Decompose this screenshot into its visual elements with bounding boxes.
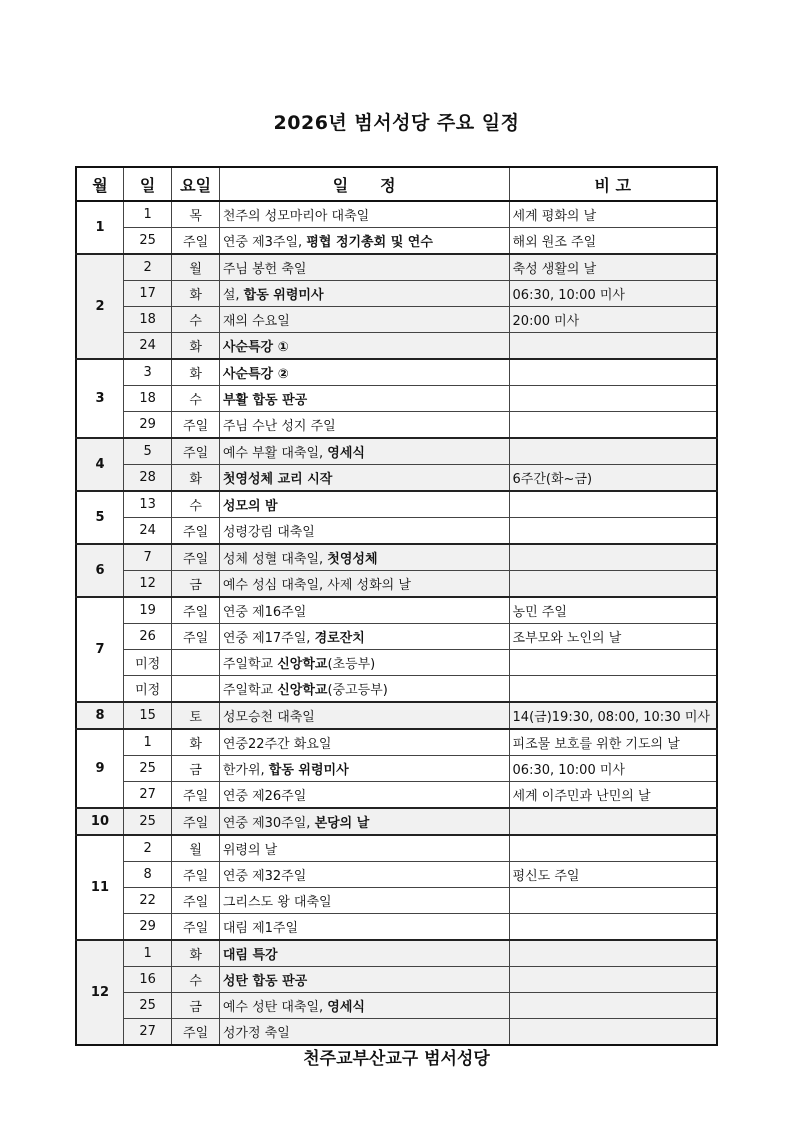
note-cell bbox=[509, 808, 717, 835]
table-row bbox=[76, 359, 717, 386]
day-cell: 25 bbox=[123, 228, 171, 255]
weekday-cell: 주일 bbox=[172, 1019, 219, 1046]
day-cell: 27 bbox=[123, 782, 171, 809]
table-row bbox=[76, 650, 717, 676]
event-text: 연중 제32주일 bbox=[222, 869, 307, 884]
event-text: 위령의 날 bbox=[222, 843, 278, 858]
weekday-cell bbox=[172, 676, 219, 703]
event-text: 성체 성혈 대축일, bbox=[222, 552, 328, 567]
month-group-5 bbox=[76, 491, 717, 544]
event-text: 예수 부활 대축일, bbox=[222, 446, 328, 461]
day-cell: 1 bbox=[123, 729, 171, 756]
event-highlight: 경로잔치 bbox=[314, 631, 365, 646]
event-cell bbox=[219, 808, 509, 835]
event-text: 예수 성탄 대축일, bbox=[222, 1000, 328, 1015]
table-row bbox=[76, 386, 717, 412]
event-text: 성모승천 대축일 bbox=[222, 710, 315, 725]
weekday-cell: 금 bbox=[172, 993, 219, 1019]
schedule-table bbox=[75, 166, 718, 1046]
event-cell bbox=[219, 201, 509, 228]
event-text: 주님 수난 성지 주일 bbox=[222, 419, 336, 434]
table-row bbox=[76, 702, 717, 729]
table-row bbox=[76, 993, 717, 1019]
month-cell: 9 bbox=[76, 729, 123, 808]
day-cell: 1 bbox=[123, 201, 171, 228]
event-cell bbox=[219, 544, 509, 571]
weekday-cell: 주일 bbox=[172, 624, 219, 650]
event-text: 주일학교 bbox=[222, 657, 278, 672]
day-cell: 18 bbox=[123, 386, 171, 412]
month-group-9 bbox=[76, 729, 717, 808]
month-cell: 3 bbox=[76, 359, 123, 438]
day-cell: 8 bbox=[123, 862, 171, 888]
weekday-cell: 수 bbox=[172, 386, 219, 412]
weekday-cell: 월 bbox=[172, 835, 219, 862]
weekday-cell: 화 bbox=[172, 333, 219, 360]
month-cell: 4 bbox=[76, 438, 123, 491]
month-group-8 bbox=[76, 702, 717, 729]
month-cell: 2 bbox=[76, 254, 123, 359]
table-row bbox=[76, 967, 717, 993]
weekday-cell: 주일 bbox=[172, 518, 219, 545]
event-text: 주님 봉헌 축일 bbox=[222, 262, 307, 277]
note-cell: 조부모와 노인의 날 bbox=[509, 624, 717, 650]
note-cell: 06:30, 10:00 미사 bbox=[509, 756, 717, 782]
month-group-6 bbox=[76, 544, 717, 597]
table-row bbox=[76, 438, 717, 465]
day-cell: 12 bbox=[123, 571, 171, 598]
weekday-cell: 주일 bbox=[172, 412, 219, 439]
day-cell: 22 bbox=[123, 888, 171, 914]
note-cell bbox=[509, 835, 717, 862]
table-row bbox=[76, 491, 717, 518]
event-highlight: 영세식 bbox=[327, 446, 365, 461]
weekday-cell: 주일 bbox=[172, 914, 219, 941]
event-cell bbox=[219, 307, 509, 333]
weekday-cell: 화 bbox=[172, 465, 219, 492]
table-row bbox=[76, 333, 717, 360]
note-cell: 축성 생활의 날 bbox=[509, 254, 717, 281]
weekday-cell: 금 bbox=[172, 571, 219, 598]
table-row bbox=[76, 412, 717, 439]
weekday-cell: 주일 bbox=[172, 862, 219, 888]
event-highlight: 신앙학교 bbox=[277, 683, 328, 698]
event-cell bbox=[219, 597, 509, 624]
event-text: 재의 수요일 bbox=[222, 314, 290, 329]
month-cell: 10 bbox=[76, 808, 123, 835]
day-cell: 17 bbox=[123, 281, 171, 307]
day-cell: 28 bbox=[123, 465, 171, 492]
event-text: 대림 제1주일 bbox=[222, 921, 299, 936]
note-cell: 세계 이주민과 난민의 날 bbox=[509, 782, 717, 809]
day-cell: 26 bbox=[123, 624, 171, 650]
note-cell bbox=[509, 412, 717, 439]
table-row bbox=[76, 254, 717, 281]
event-highlight: 사순특강 ① bbox=[222, 340, 289, 355]
event-suffix: (초등부) bbox=[327, 657, 376, 672]
table-row bbox=[76, 624, 717, 650]
event-highlight: 부활 합동 판공 bbox=[222, 393, 308, 408]
note-cell: 6주간(화~금) bbox=[509, 465, 717, 492]
note-cell bbox=[509, 967, 717, 993]
event-cell bbox=[219, 993, 509, 1019]
event-cell bbox=[219, 438, 509, 465]
table-row bbox=[76, 676, 717, 703]
note-cell bbox=[509, 333, 717, 360]
day-cell: 29 bbox=[123, 914, 171, 941]
note-cell bbox=[509, 914, 717, 941]
note-cell bbox=[509, 386, 717, 412]
month-cell: 1 bbox=[76, 201, 123, 254]
table-row bbox=[76, 914, 717, 941]
note-cell bbox=[509, 359, 717, 386]
note-cell bbox=[509, 544, 717, 571]
event-cell bbox=[219, 571, 509, 598]
event-highlight: 본당의 날 bbox=[314, 816, 370, 831]
note-cell bbox=[509, 571, 717, 598]
event-cell bbox=[219, 835, 509, 862]
table-row bbox=[76, 597, 717, 624]
note-cell bbox=[509, 518, 717, 545]
table-row bbox=[76, 518, 717, 545]
note-cell bbox=[509, 650, 717, 676]
header-dow: 요일 bbox=[172, 167, 219, 201]
event-text: 그리스도 왕 대축일 bbox=[222, 895, 332, 910]
table-row bbox=[76, 835, 717, 862]
day-cell: 1 bbox=[123, 940, 171, 967]
month-cell: 6 bbox=[76, 544, 123, 597]
weekday-cell: 화 bbox=[172, 359, 219, 386]
month-group-3 bbox=[76, 359, 717, 438]
month-cell: 5 bbox=[76, 491, 123, 544]
weekday-cell: 목 bbox=[172, 201, 219, 228]
event-cell bbox=[219, 756, 509, 782]
event-cell bbox=[219, 412, 509, 439]
weekday-cell: 주일 bbox=[172, 597, 219, 624]
event-highlight: 영세식 bbox=[327, 1000, 365, 1015]
event-text: 성령강림 대축일 bbox=[222, 525, 315, 540]
event-cell bbox=[219, 862, 509, 888]
table-row bbox=[76, 544, 717, 571]
day-cell: 29 bbox=[123, 412, 171, 439]
event-text: 예수 성심 대축일, 사제 성화의 날 bbox=[222, 578, 411, 593]
month-group-12 bbox=[76, 940, 717, 1045]
weekday-cell: 화 bbox=[172, 940, 219, 967]
table-row bbox=[76, 571, 717, 598]
note-cell: 평신도 주일 bbox=[509, 862, 717, 888]
note-cell bbox=[509, 940, 717, 967]
event-highlight: 성탄 합동 판공 bbox=[222, 974, 308, 989]
event-cell bbox=[219, 967, 509, 993]
note-cell: 20:00 미사 bbox=[509, 307, 717, 333]
table-row bbox=[76, 888, 717, 914]
month-group-7 bbox=[76, 597, 717, 702]
weekday-cell: 수 bbox=[172, 307, 219, 333]
document-footer: 천주교부산교구 범서성당 bbox=[303, 1049, 490, 1069]
event-highlight: 신앙학교 bbox=[277, 657, 328, 672]
event-cell bbox=[219, 386, 509, 412]
weekday-cell: 화 bbox=[172, 729, 219, 756]
weekday-cell: 화 bbox=[172, 281, 219, 307]
table-row bbox=[76, 940, 717, 967]
event-cell bbox=[219, 729, 509, 756]
note-cell: 14(금)19:30, 08:00, 10:30 미사 bbox=[509, 702, 717, 729]
table-row bbox=[76, 782, 717, 809]
event-highlight: 첫영성체 교리 시작 bbox=[222, 472, 333, 487]
note-cell: 06:30, 10:00 미사 bbox=[509, 281, 717, 307]
month-cell: 11 bbox=[76, 835, 123, 940]
event-text: 성가정 축일 bbox=[222, 1026, 290, 1041]
document-title: 2026년 범서성당 주요 일정 bbox=[273, 112, 520, 134]
event-text: 연중 제17주일, bbox=[222, 631, 315, 646]
month-group-1 bbox=[76, 201, 717, 254]
month-cell: 12 bbox=[76, 940, 123, 1045]
event-cell bbox=[219, 465, 509, 492]
event-cell bbox=[219, 914, 509, 941]
header-event: 일 정 bbox=[219, 167, 509, 201]
day-cell: 미정 bbox=[123, 676, 171, 703]
note-cell bbox=[509, 993, 717, 1019]
weekday-cell: 수 bbox=[172, 967, 219, 993]
day-cell: 5 bbox=[123, 438, 171, 465]
event-highlight: 첫영성체 bbox=[327, 552, 378, 567]
event-highlight: 합동 위령미사 bbox=[243, 288, 324, 303]
event-cell bbox=[219, 254, 509, 281]
event-cell bbox=[219, 518, 509, 545]
weekday-cell: 토 bbox=[172, 702, 219, 729]
day-cell: 18 bbox=[123, 307, 171, 333]
event-text: 연중 제30주일, bbox=[222, 816, 315, 831]
event-cell bbox=[219, 228, 509, 255]
day-cell: 27 bbox=[123, 1019, 171, 1046]
month-group-10 bbox=[76, 808, 717, 835]
weekday-cell: 주일 bbox=[172, 438, 219, 465]
day-cell: 19 bbox=[123, 597, 171, 624]
month-group-4 bbox=[76, 438, 717, 491]
weekday-cell: 수 bbox=[172, 491, 219, 518]
month-group-11 bbox=[76, 835, 717, 940]
table-row bbox=[76, 307, 717, 333]
event-cell bbox=[219, 676, 509, 703]
event-highlight: 사순특강 ② bbox=[222, 367, 289, 382]
note-cell bbox=[509, 1019, 717, 1046]
table-row bbox=[76, 228, 717, 255]
event-text: 연중 제3주일, bbox=[222, 235, 307, 250]
day-cell: 25 bbox=[123, 756, 171, 782]
note-cell bbox=[509, 888, 717, 914]
header-day: 일 bbox=[123, 167, 171, 201]
event-cell bbox=[219, 491, 509, 518]
month-group-2 bbox=[76, 254, 717, 359]
table-row bbox=[76, 756, 717, 782]
table-row bbox=[76, 729, 717, 756]
event-highlight: 평협 정기총회 및 연수 bbox=[306, 235, 433, 250]
event-cell bbox=[219, 359, 509, 386]
day-cell: 미정 bbox=[123, 650, 171, 676]
table-header bbox=[76, 167, 717, 201]
weekday-cell: 금 bbox=[172, 756, 219, 782]
day-cell: 24 bbox=[123, 518, 171, 545]
event-text: 한가위, bbox=[222, 763, 269, 778]
event-cell bbox=[219, 624, 509, 650]
weekday-cell: 주일 bbox=[172, 808, 219, 835]
event-highlight: 성모의 밤 bbox=[222, 499, 278, 514]
event-cell bbox=[219, 333, 509, 360]
event-cell bbox=[219, 281, 509, 307]
weekday-cell: 주일 bbox=[172, 782, 219, 809]
note-cell: 세계 평화의 날 bbox=[509, 201, 717, 228]
event-highlight: 합동 위령미사 bbox=[268, 763, 349, 778]
day-cell: 13 bbox=[123, 491, 171, 518]
month-cell: 7 bbox=[76, 597, 123, 702]
weekday-cell: 주일 bbox=[172, 544, 219, 571]
table-row bbox=[76, 281, 717, 307]
note-cell: 해외 원조 주일 bbox=[509, 228, 717, 255]
day-cell: 2 bbox=[123, 254, 171, 281]
event-suffix: (중고등부) bbox=[327, 683, 388, 698]
event-text: 연중 제26주일 bbox=[222, 789, 307, 804]
day-cell: 2 bbox=[123, 835, 171, 862]
day-cell: 25 bbox=[123, 808, 171, 835]
note-cell bbox=[509, 491, 717, 518]
day-cell: 3 bbox=[123, 359, 171, 386]
note-cell bbox=[509, 676, 717, 703]
event-text: 설, bbox=[222, 288, 244, 303]
note-cell bbox=[509, 438, 717, 465]
table-row bbox=[76, 1019, 717, 1046]
event-cell bbox=[219, 650, 509, 676]
table-row bbox=[76, 808, 717, 835]
event-text: 주일학교 bbox=[222, 683, 278, 698]
day-cell: 24 bbox=[123, 333, 171, 360]
weekday-cell: 주일 bbox=[172, 228, 219, 255]
event-text: 연중22주간 화요일 bbox=[222, 737, 332, 752]
weekday-cell: 주일 bbox=[172, 888, 219, 914]
day-cell: 7 bbox=[123, 544, 171, 571]
table-row bbox=[76, 201, 717, 228]
table-row bbox=[76, 465, 717, 492]
day-cell: 16 bbox=[123, 967, 171, 993]
event-cell bbox=[219, 888, 509, 914]
weekday-cell bbox=[172, 650, 219, 676]
event-cell bbox=[219, 782, 509, 809]
note-cell: 농민 주일 bbox=[509, 597, 717, 624]
header-month: 월 bbox=[76, 167, 123, 201]
note-cell: 피조물 보호를 위한 기도의 날 bbox=[509, 729, 717, 756]
weekday-cell: 월 bbox=[172, 254, 219, 281]
day-cell: 25 bbox=[123, 993, 171, 1019]
event-cell bbox=[219, 940, 509, 967]
event-text: 천주의 성모마리아 대축일 bbox=[222, 209, 370, 224]
month-cell: 8 bbox=[76, 702, 123, 729]
event-cell bbox=[219, 702, 509, 729]
day-cell: 15 bbox=[123, 702, 171, 729]
event-text: 연중 제16주일 bbox=[222, 605, 307, 620]
header-note: 비 고 bbox=[509, 167, 717, 201]
table-row bbox=[76, 862, 717, 888]
event-highlight: 대림 특강 bbox=[222, 948, 278, 963]
event-cell bbox=[219, 1019, 509, 1046]
